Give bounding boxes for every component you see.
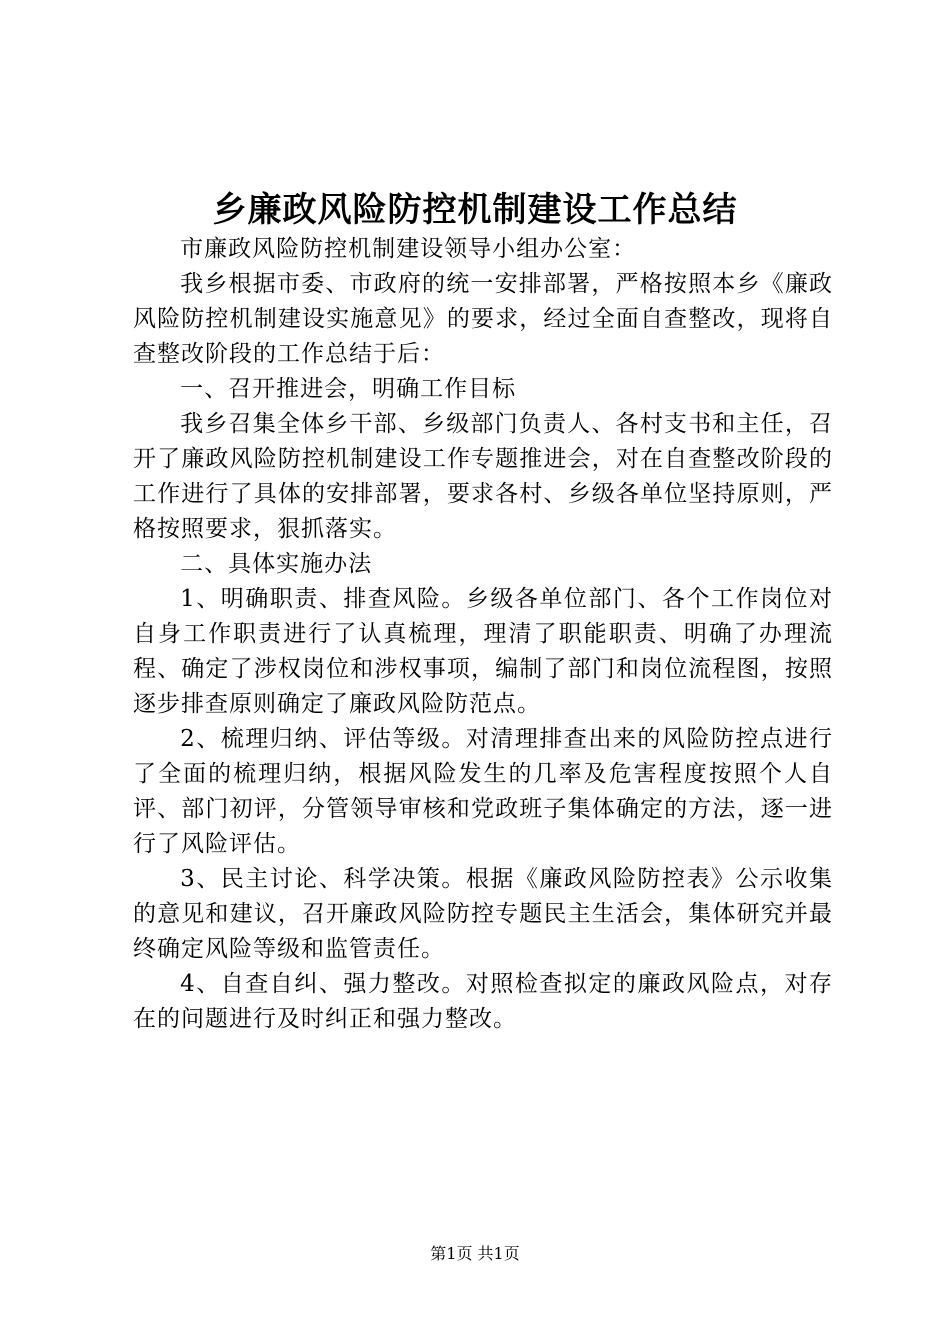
paragraph-item-2: 2、梳理归纳、评估等级。对清理排查出来的风险防控点进行了全面的梳理归纳，根据风险发生的几率及危害程度按照个人自评、部门初评，分管领导审核和党政班子集体确定的方法，逐一进行了风险评估。 — [133, 726, 833, 857]
page-number-footer: 第1页 共1页 — [430, 1244, 520, 1263]
paragraph-item-3: 3、民主讨论、科学决策。根据《廉政风险防控表》公示收集的意见和建议，召开廉政风险防控专题民主生活会，集体研究并最终确定风险等级和监管责任。 — [133, 866, 833, 962]
paragraph-section-1: 我乡召集全体乡干部、乡级部门负责人、各村支书和主任，召开了廉政风险防控机制建设工作专题推进会，对在自查整改阶段的工作进行了具体的安排部署，要求各村、乡级各单位坚持原则，严格按照要求，狠抓落实。 — [133, 411, 833, 542]
paragraph-item-4: 4、自查自纠、强力整改。对照检查拟定的廉政风险点，对存在的问题进行及时纠正和强力整改。 — [133, 971, 833, 1032]
document-title: 乡廉政风险防控机制建设工作总结 — [212, 190, 738, 230]
document-body — [133, 232, 833, 1037]
paragraph-intro: 我乡根据市委、市政府的统一安排部署，严格按照本乡《廉政风险防控机制建设实施意见》的要求，经过全面自查整改，现将自查整改阶段的工作总结于后： — [133, 271, 833, 367]
paragraph-item-1: 1、明确职责、排查风险。乡级各单位部门、各个工作岗位对自身工作职责进行了认真梳理，理清了职能职责、明确了办理流程、确定了涉权岗位和涉权事项，编制了部门和岗位流程图，按照逐步排查原则确定了廉政风险防范点。 — [133, 586, 833, 717]
paragraph-addressee: 市廉政风险防控机制建设领导小组办公室： — [180, 236, 637, 262]
heading-section-1: 一、召开推进会，明确工作目标 — [180, 376, 517, 402]
heading-section-2: 二、具体实施办法 — [180, 551, 373, 577]
